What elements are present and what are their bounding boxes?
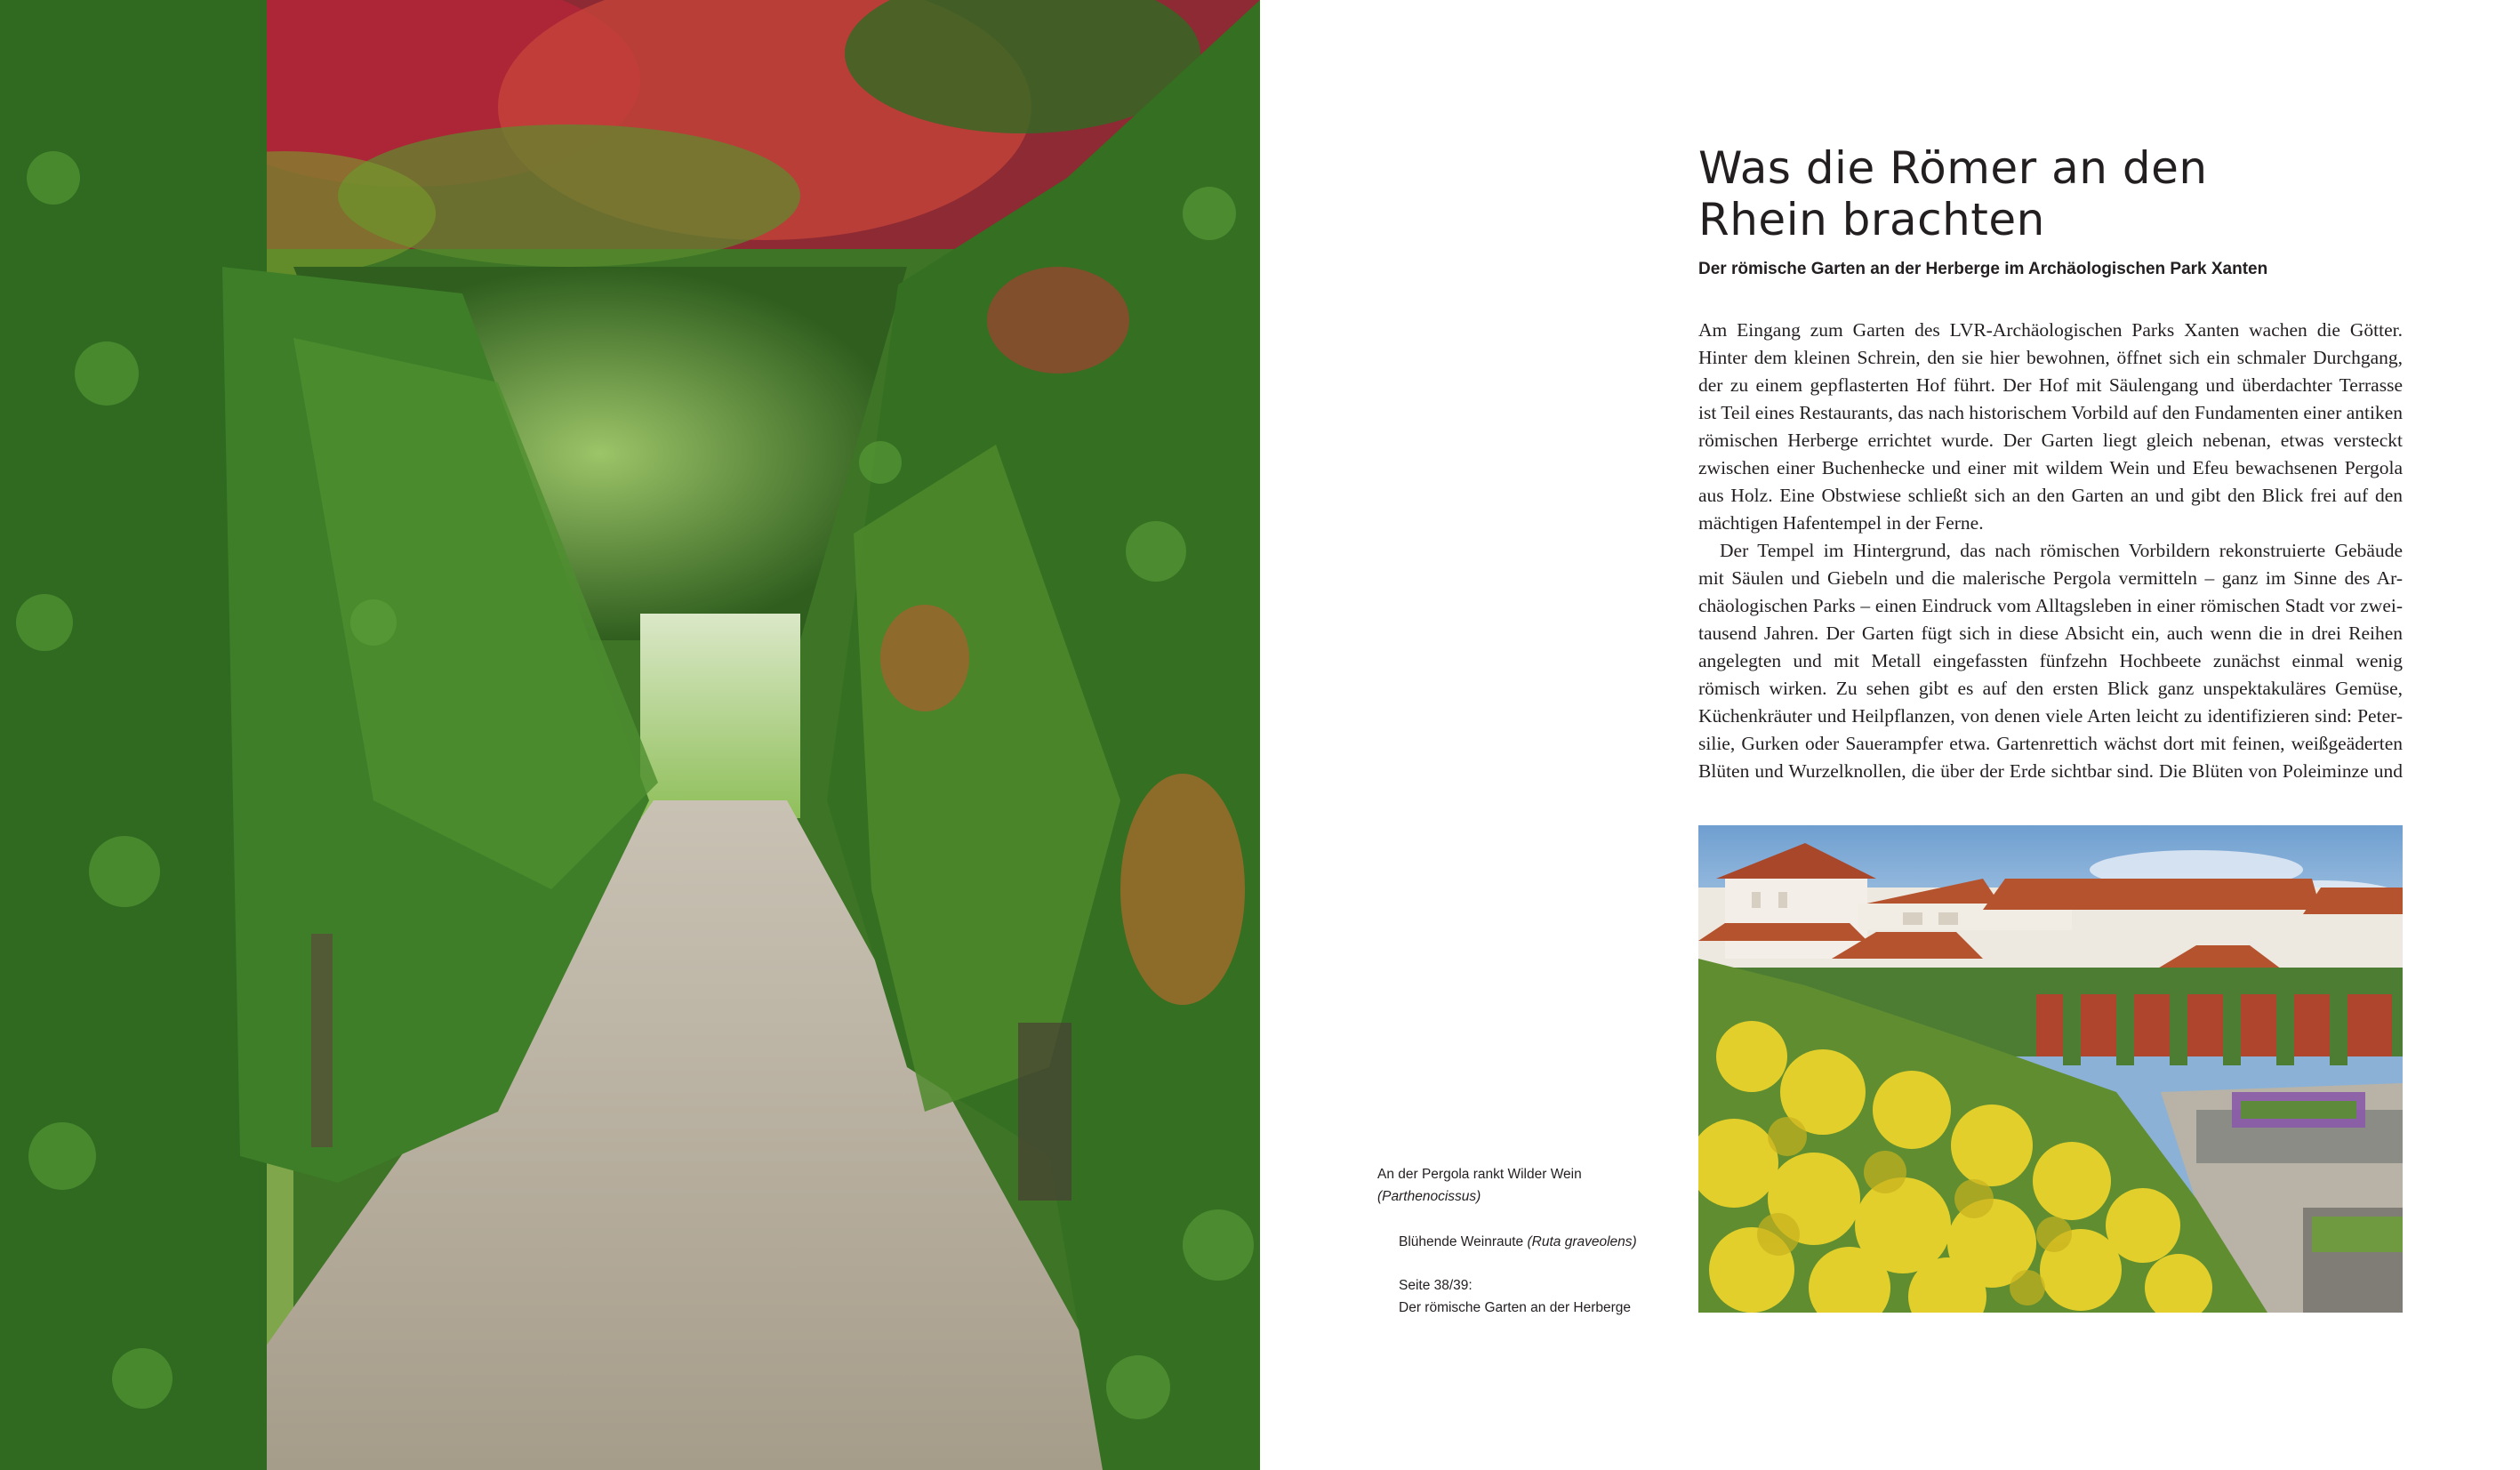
body-line: Blüten und Wurzelknollen, die über der Erde sichtbar sind. Die Blüten von Poleiminze und — [1698, 760, 2403, 782]
body-line: Der Tempel im Hintergrund, das nach römischen Vorbildern rekonstruierte Gebäude — [1720, 540, 2403, 561]
caption-weinraute-line — [1399, 1231, 1637, 1253]
chapter-title — [1698, 142, 2499, 245]
body-line: chäologischen Parks – einen Eindruck vom Alltagsleben in einer römischen Stadt vor zwei- — [1698, 595, 2403, 616]
caption-pergola-line-2 — [1377, 1185, 1582, 1208]
caption-weinraute-text: Blühende Weinraute — [1399, 1234, 1528, 1249]
body-line: aus Holz. Eine Obstwiese schließt sich an den Garten an und gibt den Blick frei auf den — [1698, 485, 2403, 506]
body-line: römisch wirken. Zu sehen gibt es auf den ersten Blick ganz unspektakuläres Gemüse, — [1698, 678, 2403, 699]
caption-page-reference — [1399, 1274, 1631, 1319]
body-text — [1698, 317, 2403, 785]
garden-photo-illustration — [1698, 825, 2403, 1313]
caption-pergola-line-1: An der Pergola rankt Wilder Wein — [1377, 1167, 1582, 1182]
body-line: Hinter dem kleinen Schrein, den sie hier bewohnen, öffnet sich ein schmaler Durchgang, — [1698, 347, 2403, 368]
caption-pergola-latin: (Parthenocissus) — [1377, 1189, 1481, 1204]
chapter-title-line-2: Rhein brachten — [1698, 194, 2045, 245]
garden-photo — [1698, 825, 2403, 1313]
caption-page-reference-line-2: Der römische Garten an der Herberge — [1399, 1300, 1632, 1315]
chapter-title-line-1: Was die Römer an den — [1698, 142, 2208, 194]
chapter-subtitle: Der römische Garten an der Herberge im Archäologischen Park Xanten — [1698, 260, 2268, 278]
caption-pergola — [1377, 1163, 1582, 1208]
body-line: ist Teil eines Restaurants, das nach historischem Vorbild auf den Fundamenten einer antiken — [1698, 402, 2403, 423]
body-line: Küchenkräuter und Heilpflanzen, von denen viele Arten leicht zu identifizieren sind: Peter- — [1698, 705, 2403, 727]
body-line: tausend Jahren. Der Garten fügt sich in diese Absicht ein, auch wenn die in drei Reihen — [1698, 623, 2403, 644]
caption-weinraute-latin: (Ruta graveolens) — [1527, 1234, 1637, 1249]
body-line: römischen Herberge errichtet wurde. Der Garten liegt gleich nebenan, etwas versteckt — [1698, 430, 2403, 451]
body-line: zwischen einer Buchenhecke und einer mit wildem Wein und Efeu bewachsenen Pergola — [1698, 457, 2403, 478]
body-line: angelegten und mit Metall eingefassten fünfzehn Hochbeete zunächst einmal wenig — [1698, 650, 2403, 671]
body-line: mächtigen Hafentempel in der Ferne. — [1698, 512, 1984, 534]
body-line: der zu einem gepflasterten Hof führt. Der Hof mit Säulengang und überdachter Terrasse — [1698, 374, 2403, 396]
body-line: mit Säulen und Giebeln und die malerische Pergola vermitteln – ganz im Sinne des Ar- — [1698, 567, 2403, 589]
caption-page-reference-line-1: Seite 38/39: — [1399, 1278, 1473, 1293]
body-line: silie, Gurken oder Sauerampfer etwa. Gartenrettich wächst dort mit feinen, weißgeäderten — [1698, 733, 2403, 754]
caption-weinraute — [1399, 1231, 1637, 1253]
body-line: Am Eingang zum Garten des LVR-Archäologischen Parks Xanten wachen die Götter. — [1698, 319, 2403, 341]
